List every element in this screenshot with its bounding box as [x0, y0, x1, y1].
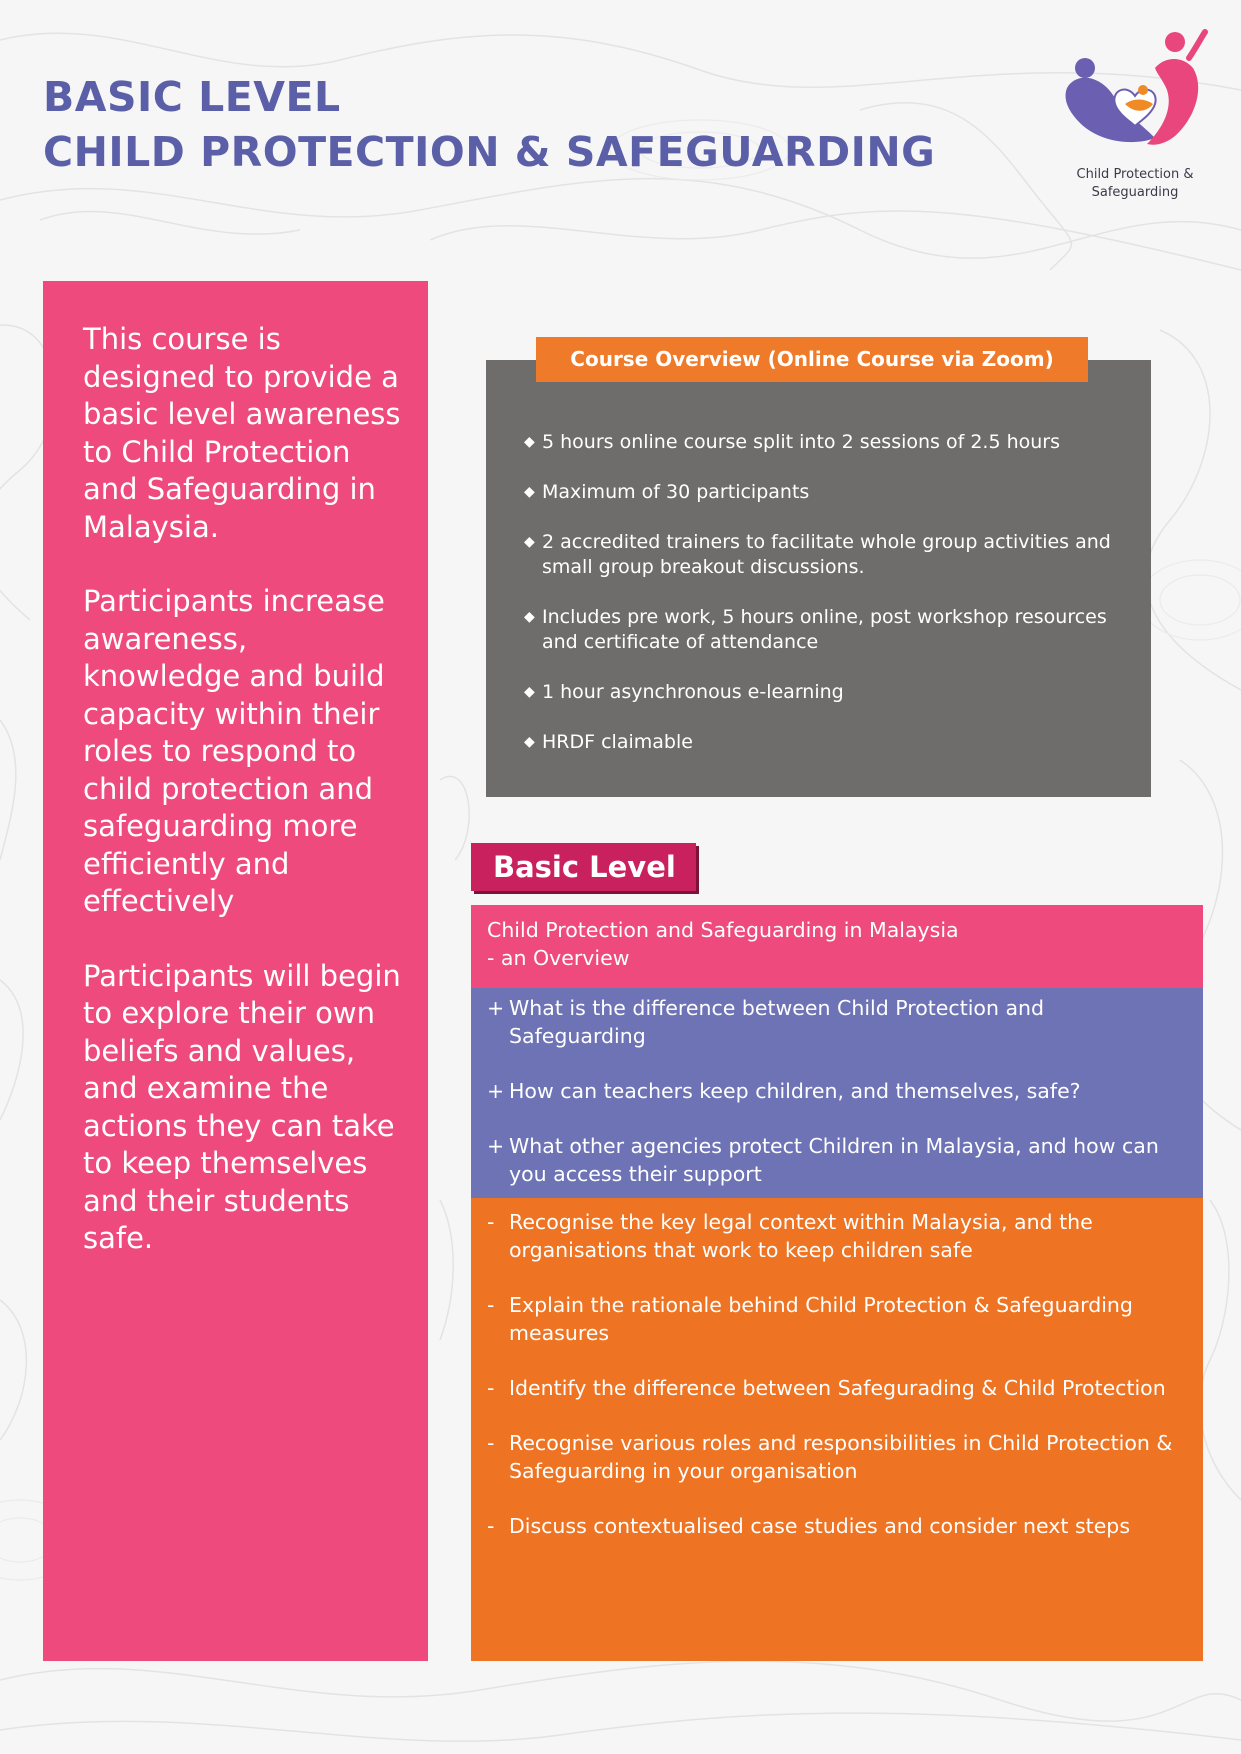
intro-panel [43, 281, 428, 1661]
dash-marker: - [487, 1210, 495, 1234]
overview-item-text: 1 hour asynchronous e-learning [542, 681, 844, 703]
dash-marker: - [487, 1431, 495, 1455]
outcome-text: Discuss contextualised case studies and consider next steps [509, 1514, 1130, 1538]
cps-logo [1055, 28, 1215, 208]
basic-level-content [471, 905, 1203, 1661]
overview-item [522, 530, 1142, 580]
basic-level-questions [471, 988, 1203, 1198]
overview-item-text: Maximum of 30 participants [542, 481, 810, 503]
course-overview-title: Course Overview (Online Course via Zoom) [536, 337, 1088, 382]
intro-text [83, 321, 403, 1295]
outcome-text: Identify the difference between Safegurading & Child Protection [509, 1376, 1166, 1400]
outcome-item [487, 1429, 1193, 1485]
title-line-2: CHILD PROTECTION & SAFEGUARDING [43, 128, 936, 176]
dash-marker: - [487, 1293, 495, 1317]
outcome-item [487, 1208, 1193, 1264]
intro-paragraph-2: Participants increase awareness, knowledge and build capacity within their roles to respond to child protection and safeguarding more efficiently and effectively [83, 584, 385, 918]
question-item [487, 1132, 1187, 1188]
intro-paragraph-3: Participants will begin to explore their own beliefs and values, and examine the actions they can take to keep themselves and their students safe. [83, 958, 401, 1255]
overview-item [522, 605, 1142, 655]
question-text: What other agencies protect Children in Malaysia, and how can you access their support [509, 1134, 1159, 1186]
page-title [43, 70, 935, 180]
overview-item [522, 430, 1142, 455]
diamond-bullet-icon: ◆ [524, 484, 535, 500]
logo-caption [1055, 166, 1215, 202]
diamond-bullet-icon: ◆ [524, 534, 535, 550]
diamond-bullet-icon: ◆ [524, 434, 535, 450]
course-overview-list [522, 430, 1142, 780]
plus-marker: + [487, 996, 505, 1020]
outcome-item [487, 1512, 1193, 1540]
question-text: How can teachers keep children, and themselves, safe? [509, 1079, 1081, 1103]
dash-marker: - [487, 1376, 495, 1400]
question-item [487, 994, 1187, 1050]
question-text: What is the difference between Child Protection and Safeguarding [509, 996, 1045, 1048]
overview-item [522, 480, 1142, 505]
basic-level-label: Basic Level [471, 843, 696, 891]
intro-paragraph-1: This course is designed to provide a basic level awareness to Child Protection and Safeguarding in Malaysia. [83, 322, 401, 544]
dash-marker: - [487, 1514, 495, 1538]
diamond-bullet-icon: ◆ [524, 684, 535, 700]
overview-item-text: Includes pre work, 5 hours online, post workshop resources and certificate of attendance [542, 606, 1107, 653]
cps-logo-icon [1055, 28, 1215, 163]
outcome-text: Recognise various roles and responsibilities in Child Protection & Safeguarding in your organisation [509, 1431, 1173, 1483]
overview-item-text: 5 hours online course split into 2 sessions of 2.5 hours [542, 431, 1061, 453]
basic-level-heading-line-1: Child Protection and Safeguarding in Malaysia [487, 918, 959, 942]
basic-level-outcomes [471, 1198, 1203, 1661]
logo-caption-line-1: Child Protection & [1076, 167, 1194, 182]
outcome-item [487, 1374, 1193, 1402]
basic-level-heading [471, 905, 1203, 988]
diamond-bullet-icon: ◆ [524, 609, 535, 625]
basic-level-heading-line-2: - an Overview [487, 946, 630, 970]
outcome-item [487, 1291, 1193, 1347]
outcome-text: Explain the rationale behind Child Protection & Safeguarding measures [509, 1293, 1133, 1345]
plus-marker: + [487, 1079, 505, 1103]
title-line-1: BASIC LEVEL [43, 73, 341, 121]
overview-item-text: 2 accredited trainers to facilitate whole group activities and small group breakout discussions. [542, 531, 1111, 578]
question-item [487, 1077, 1187, 1105]
diamond-bullet-icon: ◆ [524, 734, 535, 750]
logo-caption-line-2: Safeguarding [1091, 185, 1179, 200]
overview-item [522, 730, 1142, 755]
overview-item [522, 680, 1142, 705]
outcome-text: Recognise the key legal context within Malaysia, and the organisations that work to keep children safe [509, 1210, 1093, 1262]
plus-marker: + [487, 1134, 505, 1158]
overview-item-text: HRDF claimable [542, 731, 693, 753]
